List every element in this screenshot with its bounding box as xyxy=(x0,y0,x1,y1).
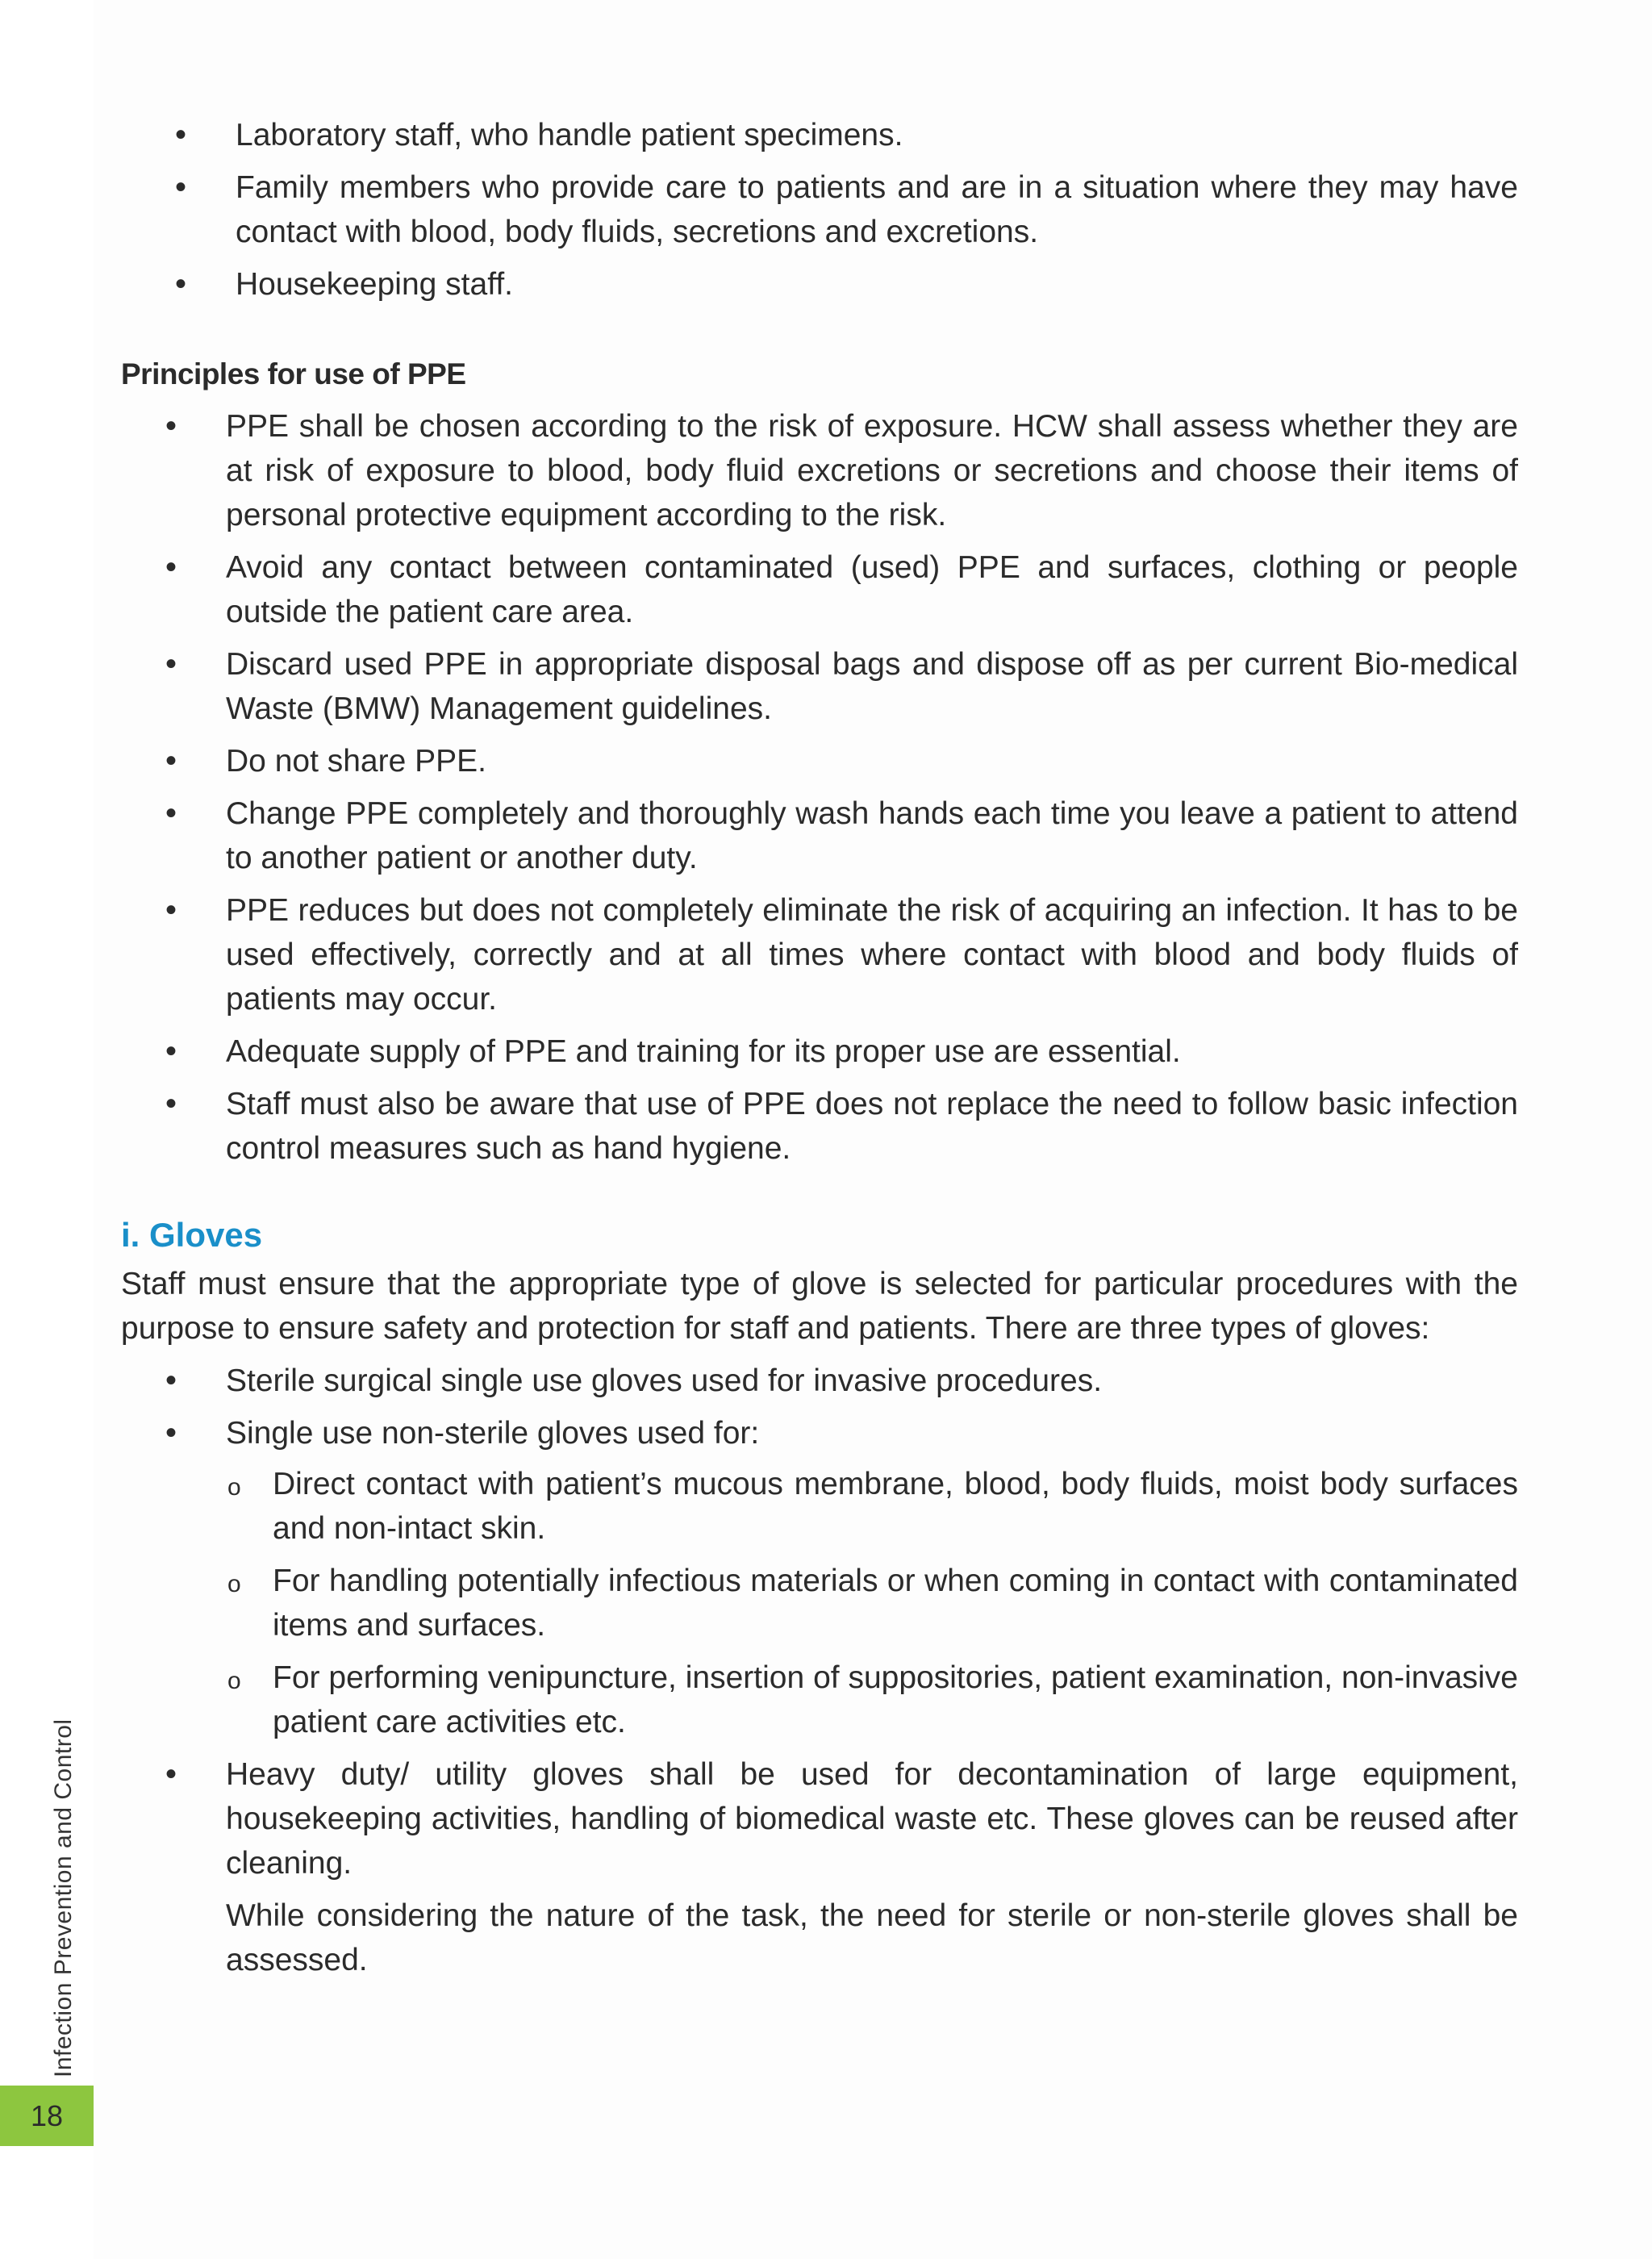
intro-bullet-list xyxy=(236,113,1518,307)
page-content xyxy=(121,113,1518,1982)
sub-list-item: o For handling potentially infectious materials or when coming in contact with contaminated items and surfaces. xyxy=(273,1559,1518,1647)
list-item: • Discard used PPE in appropriate disposal bags and dispose off as per current Bio-medical Waste (BMW) Management guidelines. xyxy=(226,642,1518,731)
list-item: • Family members who provide care to patients and are in a situation where they may have contact with blood, body fluids, secretions and excretions. xyxy=(236,165,1518,254)
page-number: 18 xyxy=(30,2098,64,2132)
principles-heading: Principles for use of PPE xyxy=(121,357,466,390)
side-running-title: Infection Prevention and Control xyxy=(50,1718,77,2077)
sub-list-item: o For performing venipuncture, insertion of suppositories, patient examination, non-invasive patient care activities etc. xyxy=(273,1656,1518,1744)
list-item: • Do not share PPE. xyxy=(226,739,1518,783)
list-item: • Avoid any contact between contaminated (used) PPE and surfaces, clothing or people outside the patient care area. xyxy=(226,545,1518,634)
gloves-intro: Staff must ensure that the appropriate type of glove is selected for particular procedures with the purpose to ensure safety and protection for staff and patients. There are three types of gloves: xyxy=(121,1267,1518,1346)
gloves-list xyxy=(226,1359,1518,1885)
principles-list xyxy=(226,404,1518,1171)
list-item: • Change PPE completely and thoroughly wash hands each time you leave a patient to attend to another patient or another duty. xyxy=(226,791,1518,880)
gloves-note: While considering the nature of the task, the need for sterile or non-sterile gloves shall be assessed. xyxy=(226,1898,1518,1977)
list-item: • Sterile surgical single use gloves used for invasive procedures. xyxy=(226,1359,1518,1403)
list-item: • Heavy duty/ utility gloves shall be used for decontamination of large equipment, housekeeping activities, handling of biomedical waste etc. These gloves can be reused after cleaning. xyxy=(226,1752,1518,1885)
gloves-heading: i. Gloves xyxy=(121,1216,263,1254)
list-item: • Adequate supply of PPE and training for its proper use are essential. xyxy=(226,1029,1518,1074)
sub-list-item: o Direct contact with patient’s mucous membrane, blood, body fluids, moist body surfaces and non-intact skin. xyxy=(273,1462,1518,1551)
list-item: • Housekeeping staff. xyxy=(236,262,1518,307)
list-item: • Laboratory staff, who handle patient specimens. xyxy=(236,113,1518,157)
list-item: • Staff must also be aware that use of PPE does not replace the need to follow basic infection control measures such as hand hygiene. xyxy=(226,1082,1518,1171)
list-item-text: Single use non-sterile gloves used for: xyxy=(226,1416,760,1451)
nonsterile-sub-list xyxy=(273,1462,1518,1744)
list-item: • PPE reduces but does not completely eliminate the risk of acquiring an infection. It has to be used effectively, correctly and at all times where contact with blood and body fluids of patients may occur. xyxy=(226,888,1518,1021)
list-item: • PPE shall be chosen according to the risk of exposure. HCW shall assess whether they are at risk of exposure to blood, body fluid excretions or secretions and choose their items of personal protective equipment according to the risk. xyxy=(226,404,1518,537)
page-number-tab xyxy=(0,2086,94,2146)
list-item xyxy=(226,1411,1518,1744)
